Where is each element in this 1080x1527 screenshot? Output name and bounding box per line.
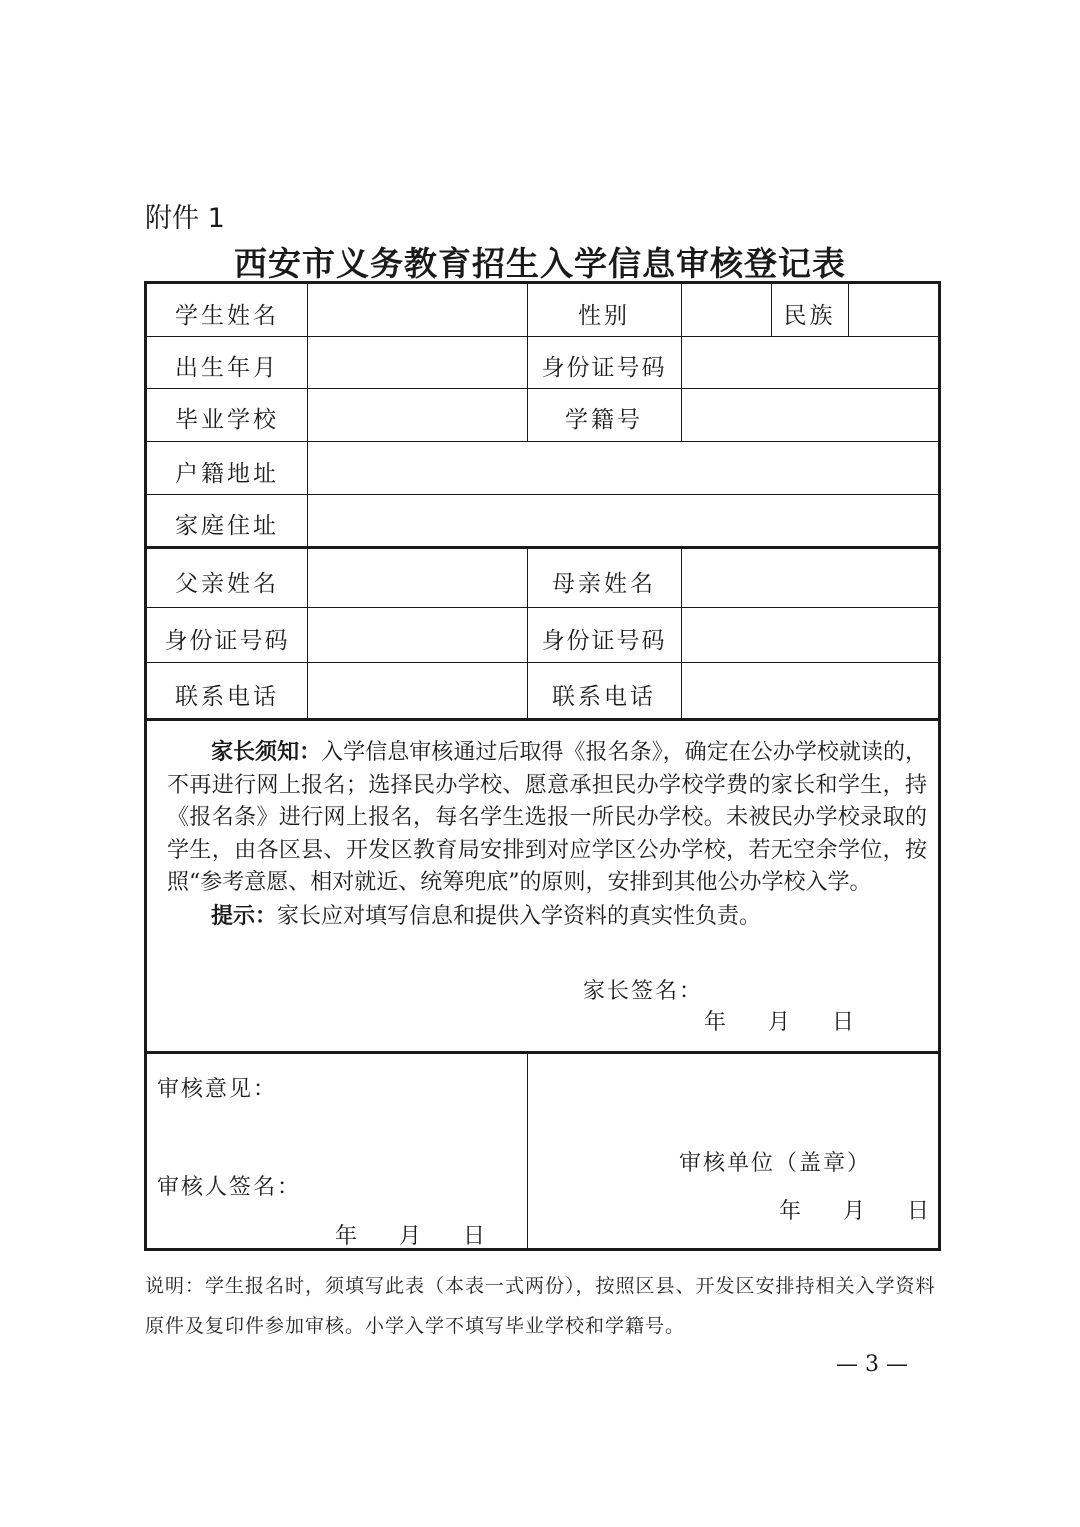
mother-name-field[interactable]	[683, 549, 938, 606]
footnote: 说明：学生报名时，须填写此表（本表一式两份），按照区县、开发区安排持相关入学资料原件及复印件参加审核。小学入学不填写毕业学校和学籍号。	[145, 1275, 936, 1337]
student-number-field[interactable]	[683, 390, 938, 439]
mother-id-label: 身份证号码	[541, 628, 667, 654]
day-text: 日	[463, 1224, 486, 1249]
col-divider	[307, 284, 308, 546]
student-name-field[interactable]	[309, 286, 525, 334]
mother-name-label: 母亲姓名	[552, 571, 656, 597]
day-text: 日	[907, 1199, 930, 1224]
father-name-label: 父亲姓名	[175, 571, 279, 597]
father-phone-field[interactable]	[309, 664, 525, 717]
year-text: 年	[779, 1199, 802, 1224]
gender-label: 性别	[578, 303, 630, 329]
mother-phone-field[interactable]	[683, 664, 938, 717]
student-name-label: 学生姓名	[175, 303, 279, 329]
col-divider	[681, 546, 682, 718]
parent-signature-date	[704, 1005, 854, 1036]
graduated-school-label: 毕业学校	[175, 407, 279, 433]
reviewer-date	[335, 1219, 485, 1250]
year-text: 年	[335, 1224, 358, 1249]
review-unit-label: 审核单位（盖章）	[679, 1151, 872, 1176]
tip-heading: 提示：	[211, 902, 278, 929]
attachment-label: 附件 1	[145, 203, 225, 234]
col-divider	[681, 284, 682, 441]
row-divider	[147, 494, 938, 495]
row-divider	[147, 388, 938, 389]
section-divider	[147, 718, 938, 721]
notice-body: 入学信息审核通过后取得《报名条》，确定在公办学校就读的，不再进行网上报名；选择民办学校、愿意承担民办学校学费的家长和学生，持《报名条》进行网上报名，每名学生选报一所民办学校。未被民办学校录取的学生，由各区县、开发区教育局安排到对应学区公办学校，若无空余学位，按照“参考意愿、相对就近、统筹兜底”的原则，安排到其他公办学校入学。	[167, 740, 927, 895]
father-phone-label: 联系电话	[175, 684, 279, 710]
row-divider	[147, 662, 938, 663]
review-opinion-label: 审核意见：	[157, 1077, 278, 1102]
parent-signature-field[interactable]	[707, 968, 907, 1004]
page-number: — 3 —	[836, 1352, 908, 1377]
gender-field[interactable]	[683, 286, 769, 334]
ethnicity-field[interactable]	[850, 286, 938, 334]
home-address-label: 家庭住址	[175, 513, 279, 539]
col-divider	[307, 546, 308, 718]
review-unit-date	[779, 1194, 929, 1225]
household-address-label: 户籍地址	[175, 461, 279, 487]
month-text: 月	[843, 1199, 866, 1224]
graduated-school-field[interactable]	[309, 390, 525, 439]
birth-date-field[interactable]	[309, 338, 525, 386]
col-divider	[527, 1051, 528, 1251]
month-text: 月	[768, 1010, 791, 1035]
review-opinion-field[interactable]	[157, 1106, 522, 1166]
reviewer-signature-label: 审核人签名：	[157, 1175, 302, 1200]
tip-body: 家长应对填写信息和提供入学资料的真实性负责。	[277, 903, 762, 929]
parent-signature-label: 家长签名：	[583, 979, 704, 1004]
registration-form	[144, 281, 941, 1251]
row-divider	[147, 607, 938, 608]
father-id-label: 身份证号码	[164, 628, 290, 654]
ethnicity-label: 民族	[783, 303, 836, 329]
father-id-field[interactable]	[309, 609, 525, 661]
home-address-field[interactable]	[309, 496, 938, 544]
student-number-label: 学籍号	[565, 407, 643, 433]
month-text: 月	[399, 1224, 422, 1249]
birth-date-label: 出生年月	[175, 355, 279, 381]
parent-notice	[167, 736, 927, 933]
section-divider	[147, 1051, 938, 1054]
student-id-label: 身份证号码	[541, 355, 667, 381]
notice-paragraph	[167, 736, 927, 900]
mother-id-field[interactable]	[683, 609, 938, 661]
year-text: 年	[704, 1010, 727, 1035]
household-address-field[interactable]	[309, 443, 938, 492]
father-name-field[interactable]	[309, 549, 525, 606]
tip-paragraph	[167, 900, 927, 934]
row-divider	[147, 336, 938, 337]
notice-heading: 家长须知：	[211, 739, 322, 765]
mother-phone-label: 联系电话	[552, 684, 656, 710]
row-divider	[147, 441, 938, 442]
day-text: 日	[832, 1010, 855, 1035]
form-title: 西安市义务教育招生入学信息审核登记表	[234, 244, 846, 283]
student-id-field[interactable]	[683, 338, 938, 386]
col-divider	[848, 284, 849, 336]
